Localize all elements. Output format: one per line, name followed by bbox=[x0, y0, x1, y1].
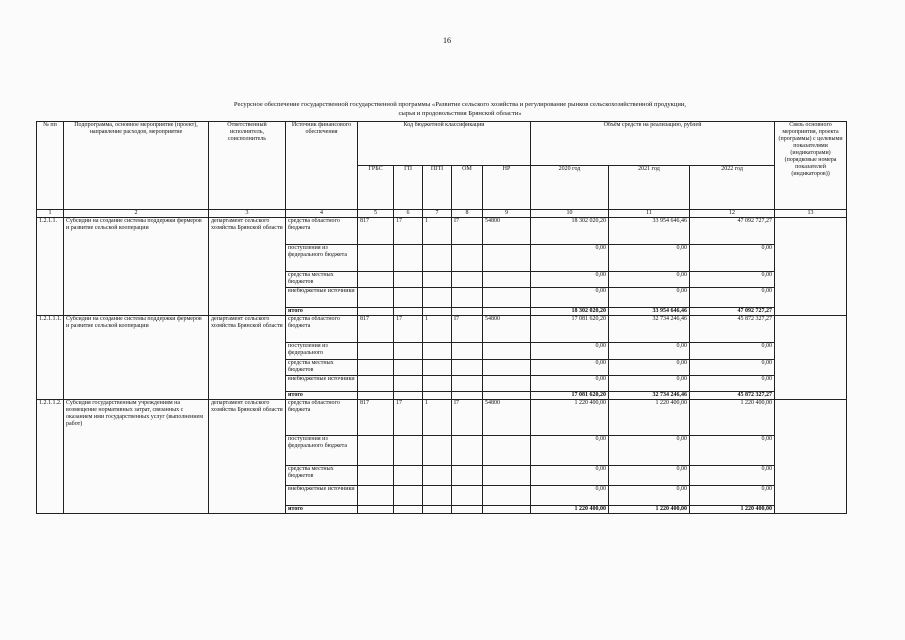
code-grbs: 817 bbox=[358, 316, 394, 343]
code-om: I7 bbox=[452, 218, 483, 245]
code-om: I7 bbox=[452, 400, 483, 436]
colnum: 2 bbox=[64, 210, 209, 218]
source: поступления из федерального бюджета bbox=[286, 245, 358, 272]
code-grbs: 817 bbox=[358, 218, 394, 245]
value-2020: 18 302 020,20 bbox=[531, 218, 609, 245]
value-2021: 1 220 400,00 bbox=[609, 400, 690, 436]
value-2020: 0,00 bbox=[531, 466, 609, 486]
code-np: 54800 bbox=[483, 316, 531, 343]
value-2022: 0,00 bbox=[690, 376, 775, 392]
source: внебюджетные источники bbox=[286, 376, 358, 392]
colnum: 12 bbox=[690, 210, 775, 218]
value-2021: 0,00 bbox=[609, 436, 690, 466]
title-line-1: Ресурсное обеспечение государственной государственной программы «Развитие сельского хозяйства и регулирование рынков сельскохозяйственной продукции, bbox=[233, 101, 687, 108]
value-2022: 0,00 bbox=[690, 360, 775, 376]
total-2021: 33 954 646,46 bbox=[609, 308, 690, 316]
source: средства областного бюджета bbox=[286, 316, 358, 343]
value-2020: 0,00 bbox=[531, 245, 609, 272]
value-2021: 0,00 bbox=[609, 466, 690, 486]
header-gp: ГП bbox=[394, 166, 423, 210]
source: внебюджетные источники bbox=[286, 288, 358, 308]
value-2021: 0,00 bbox=[609, 245, 690, 272]
indicator-link bbox=[775, 316, 847, 400]
value-2022: 0,00 bbox=[690, 343, 775, 360]
code-gp: 17 bbox=[394, 400, 423, 436]
code-om: I7 bbox=[452, 316, 483, 343]
header-pgp: ПГП bbox=[423, 166, 452, 210]
total-2022: 47 092 727,27 bbox=[690, 308, 775, 316]
header-budget-code: Код бюджетной классификации bbox=[358, 122, 531, 166]
value-2022: 0,00 bbox=[690, 486, 775, 506]
header-link: Связь основного мероприятия, проекта (программы) с целевыми показателями (индикаторами) (порядковые номера показателей (индикаторов)) bbox=[775, 122, 847, 210]
executor: департамент сельского хозяйства Брянской области bbox=[209, 218, 286, 316]
code-pgp: 1 bbox=[423, 218, 452, 245]
source-total: итого bbox=[286, 308, 358, 316]
program-name: Субсидия государственным учреждениям на возмещение нормативных затрат, связанных с оказанием ими государственных услуг (выполнением работ) bbox=[64, 400, 209, 514]
value-2020: 17 081 620,20 bbox=[531, 316, 609, 343]
title-line-2: сырья и продовольствия Брянской области» bbox=[398, 109, 522, 117]
header-om: ОМ bbox=[452, 166, 483, 210]
source: поступления из федерального bbox=[286, 343, 358, 360]
row-number: 1.2.1.1.2. bbox=[37, 400, 64, 514]
header-source: Источник финансового обеспечения bbox=[286, 122, 358, 210]
value-2020: 0,00 bbox=[531, 360, 609, 376]
value-2021: 0,00 bbox=[609, 486, 690, 506]
colnum: 13 bbox=[775, 210, 847, 218]
value-2021: 33 954 646,46 bbox=[609, 218, 690, 245]
colnum: 1 bbox=[37, 210, 64, 218]
row-number: 1.2.1.1.1. bbox=[37, 316, 64, 400]
total-2022: 1 220 400,00 bbox=[690, 506, 775, 514]
page-number: 16 bbox=[443, 36, 451, 45]
colnum: 9 bbox=[483, 210, 531, 218]
value-2022: 0,00 bbox=[690, 436, 775, 466]
colnum: 4 bbox=[286, 210, 358, 218]
code-np: 54800 bbox=[483, 400, 531, 436]
value-2021: 0,00 bbox=[609, 376, 690, 392]
source: средства областного бюджета bbox=[286, 400, 358, 436]
executor: департамент сельского хозяйства Брянской области bbox=[209, 316, 286, 400]
value-2022: 0,00 bbox=[690, 272, 775, 288]
value-2021: 0,00 bbox=[609, 343, 690, 360]
value-2020: 0,00 bbox=[531, 272, 609, 288]
colnum: 8 bbox=[452, 210, 483, 218]
total-2022: 45 872 327,27 bbox=[690, 392, 775, 400]
source-total: итого bbox=[286, 392, 358, 400]
code-pgp: 1 bbox=[423, 400, 452, 436]
colnum: 7 bbox=[423, 210, 452, 218]
value-2020: 1 220 400,00 bbox=[531, 400, 609, 436]
header-program: Подпрограмма, основное мероприятие (проект), направление расходов, мероприятие bbox=[64, 122, 209, 210]
source: средства местных бюджетов bbox=[286, 466, 358, 486]
document-title bbox=[120, 101, 800, 118]
colnum: 11 bbox=[609, 210, 690, 218]
code-gp: 17 bbox=[394, 316, 423, 343]
source: поступления из федерального бюджета bbox=[286, 436, 358, 466]
source: средства местных бюджетов bbox=[286, 360, 358, 376]
value-2020: 0,00 bbox=[531, 343, 609, 360]
value-2021: 0,00 bbox=[609, 288, 690, 308]
header-executor: Ответственный исполнитель, соисполнитель bbox=[209, 122, 286, 210]
indicator-link bbox=[775, 400, 847, 514]
source: внебюджетные источники bbox=[286, 486, 358, 506]
colnum: 3 bbox=[209, 210, 286, 218]
indicator-link bbox=[775, 218, 847, 316]
value-2022: 45 872 327,27 bbox=[690, 316, 775, 343]
header-no: № пп bbox=[37, 122, 64, 210]
code-gp: 17 bbox=[394, 218, 423, 245]
value-2022: 1 220 400,00 bbox=[690, 400, 775, 436]
total-2020: 18 302 020,20 bbox=[531, 308, 609, 316]
header-np: НР bbox=[483, 166, 531, 210]
total-2020: 1 220 400,00 bbox=[531, 506, 609, 514]
header-2022: 2022 год bbox=[690, 166, 775, 210]
executor: департамент сельского хозяйства Брянской области bbox=[209, 400, 286, 514]
resource-table bbox=[36, 121, 847, 514]
source: средства местных бюджетов bbox=[286, 272, 358, 288]
header-funds: Объём средств на реализацию, рублей bbox=[531, 122, 775, 166]
total-2020: 17 081 620,20 bbox=[531, 392, 609, 400]
colnum: 6 bbox=[394, 210, 423, 218]
value-2022: 47 092 727,27 bbox=[690, 218, 775, 245]
value-2022: 0,00 bbox=[690, 466, 775, 486]
value-2021: 0,00 bbox=[609, 360, 690, 376]
value-2021: 0,00 bbox=[609, 272, 690, 288]
source-total: итого bbox=[286, 506, 358, 514]
code-pgp: 1 bbox=[423, 316, 452, 343]
program-name: Субсидии на создание системы поддержки фермеров и развитие сельской кооперации bbox=[64, 316, 209, 400]
colnum: 5 bbox=[358, 210, 394, 218]
row-number: 1.2.1.1. bbox=[37, 218, 64, 316]
code-grbs: 817 bbox=[358, 400, 394, 436]
value-2022: 0,00 bbox=[690, 288, 775, 308]
header-grbs: ГРБС bbox=[358, 166, 394, 210]
program-name: Субсидии на создание системы поддержки фермеров и развитие сельской кооперации bbox=[64, 218, 209, 316]
header-2020: 2020 год bbox=[531, 166, 609, 210]
value-2020: 0,00 bbox=[531, 436, 609, 466]
source: средства областного бюджета bbox=[286, 218, 358, 245]
total-2021: 1 220 400,00 bbox=[609, 506, 690, 514]
header-2021: 2021 год bbox=[609, 166, 690, 210]
value-2021: 32 734 246,46 bbox=[609, 316, 690, 343]
value-2020: 0,00 bbox=[531, 288, 609, 308]
code-np: 54800 bbox=[483, 218, 531, 245]
value-2022: 0,00 bbox=[690, 245, 775, 272]
value-2020: 0,00 bbox=[531, 376, 609, 392]
value-2020: 0,00 bbox=[531, 486, 609, 506]
colnum: 10 bbox=[531, 210, 609, 218]
total-2021: 32 734 246,46 bbox=[609, 392, 690, 400]
